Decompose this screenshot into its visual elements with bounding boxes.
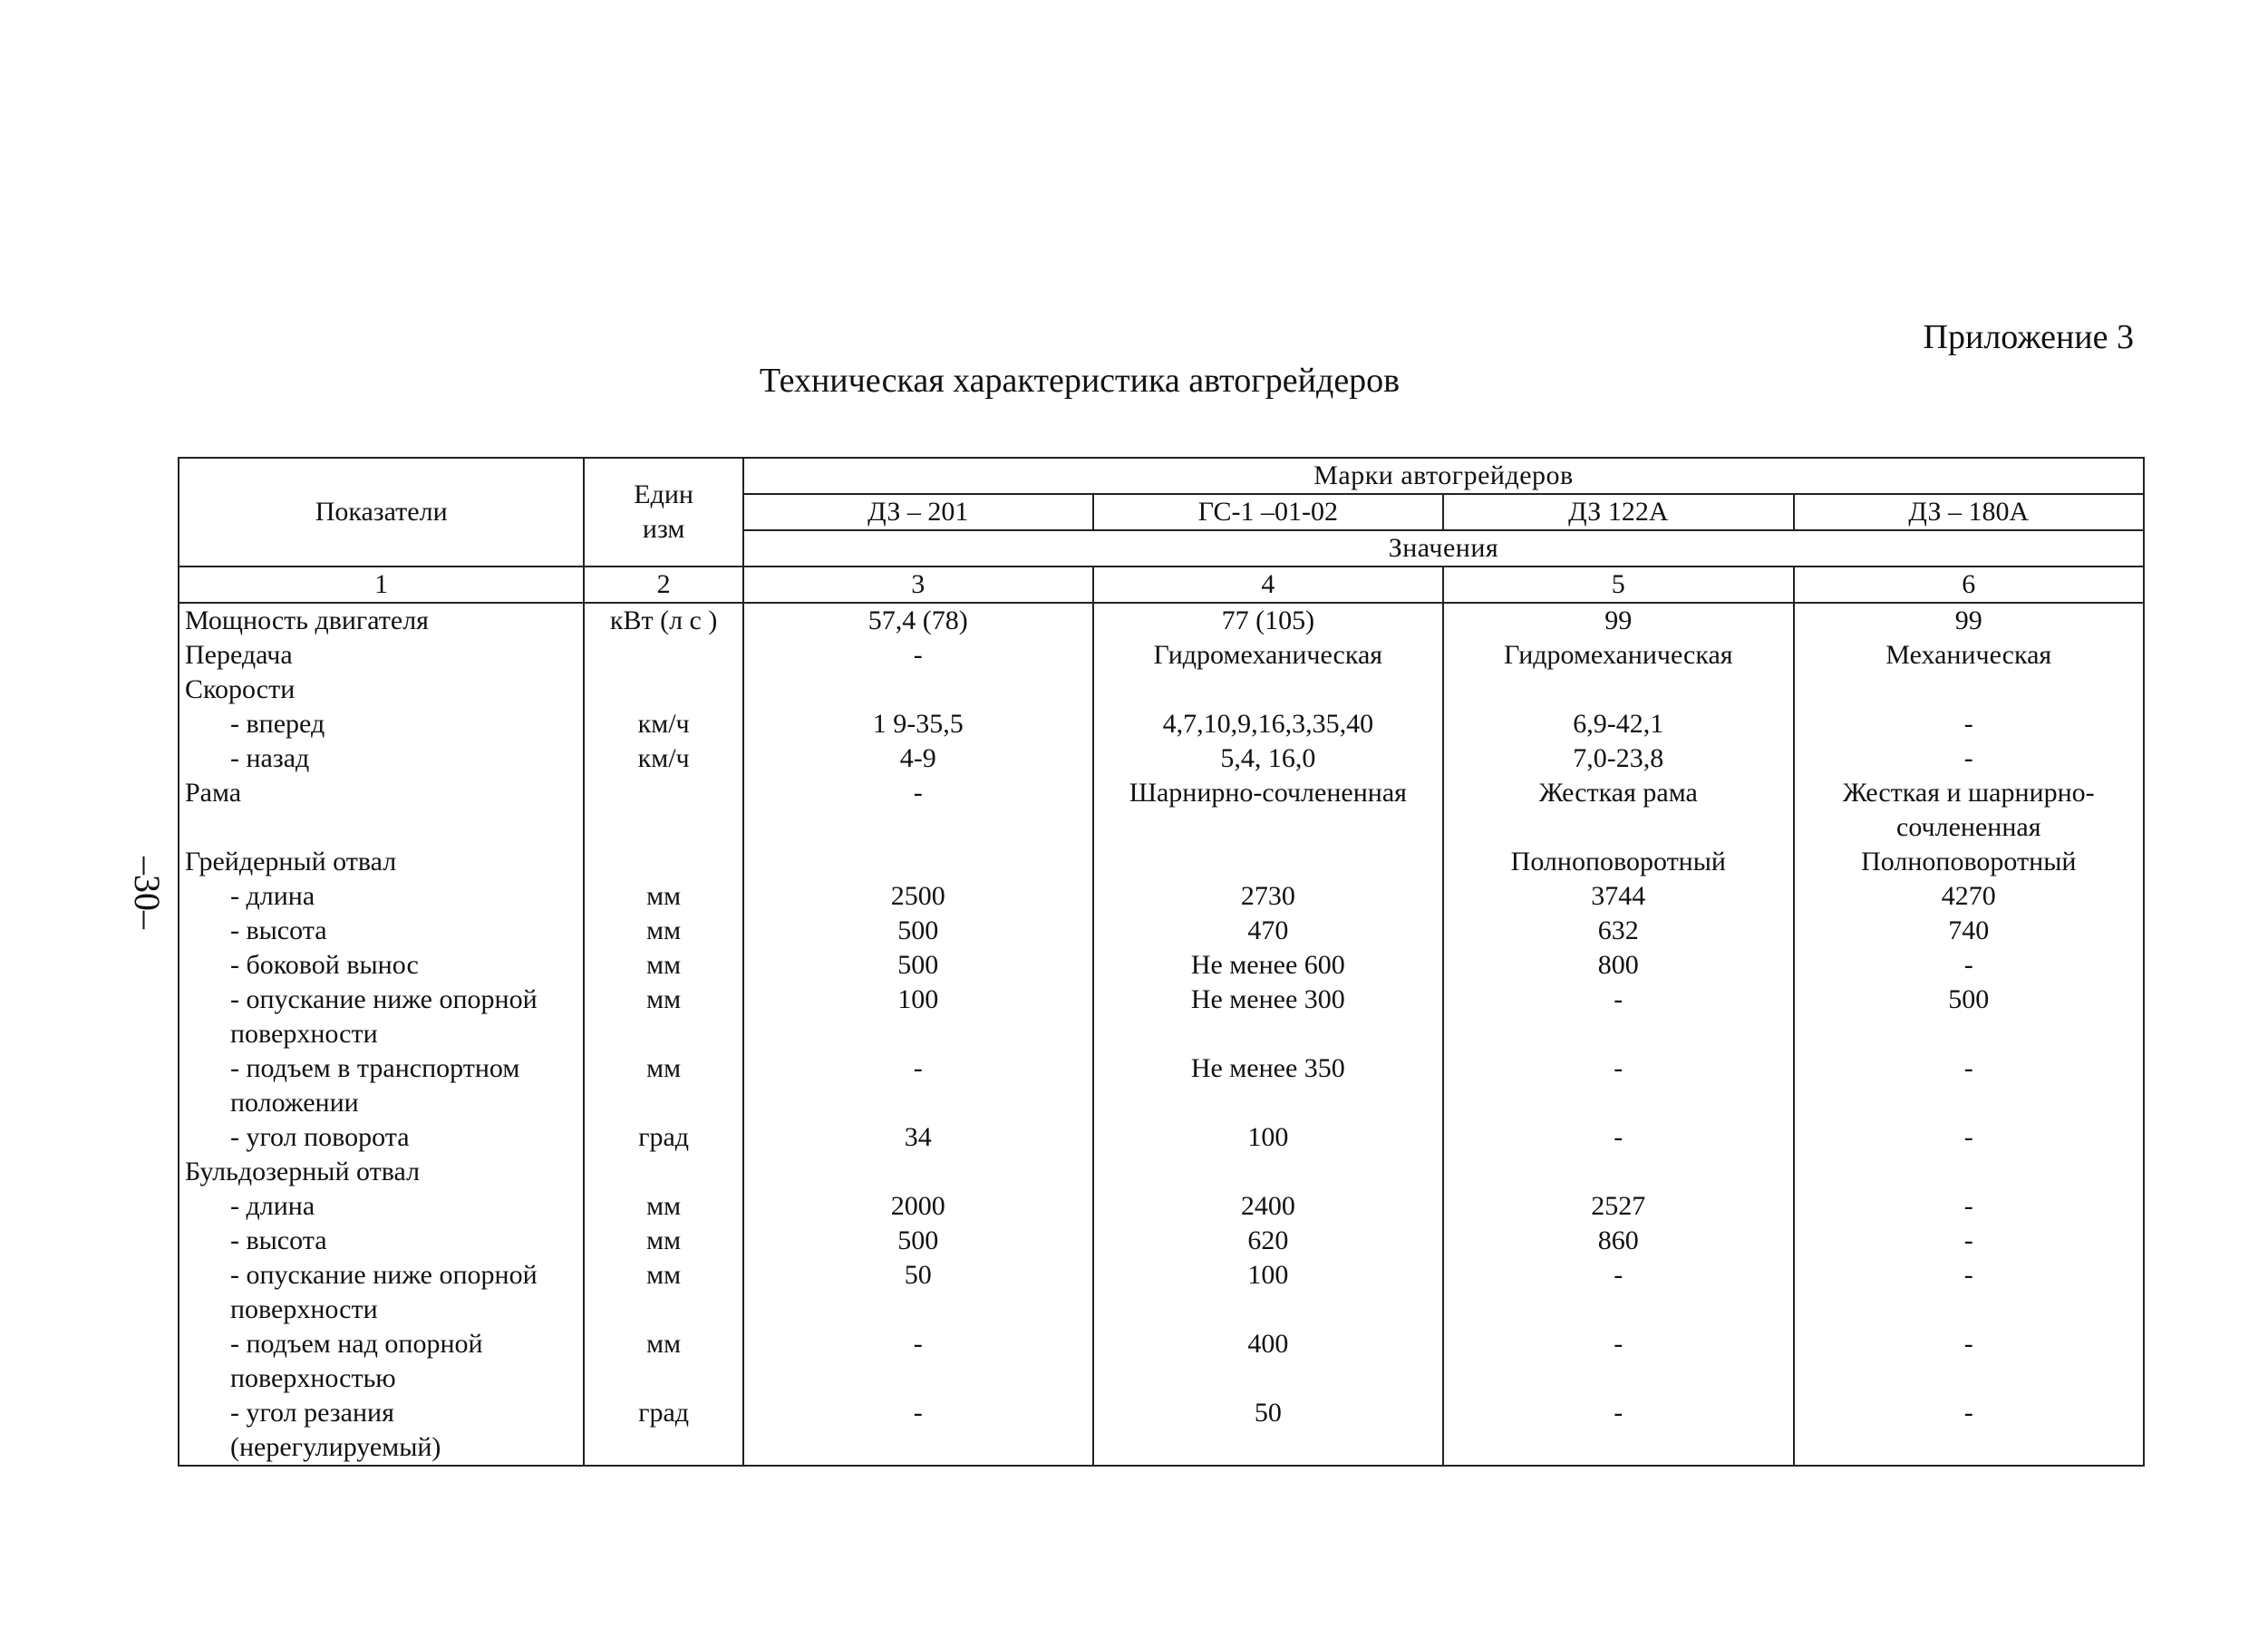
table-row xyxy=(179,1120,2144,1155)
row-indicator: - вперед xyxy=(179,707,584,741)
row-value xyxy=(1093,845,1443,879)
row-value: Не менее 300 xyxy=(1093,983,1443,1051)
row-unit: мм xyxy=(584,879,743,914)
table-row xyxy=(179,1327,2144,1396)
table-row xyxy=(179,914,2144,948)
row-unit: км/ч xyxy=(584,741,743,776)
row-value: Жесткая и шарнирно-сочлененная xyxy=(1794,776,2144,845)
row-unit: мм xyxy=(584,914,743,948)
document-title: Техническая характеристика автогрейдеров xyxy=(759,362,1401,400)
header-brand: ГС-1 –01-02 xyxy=(1093,494,1443,530)
row-value: 2527 xyxy=(1443,1189,1793,1224)
row-value: Механическая xyxy=(1794,638,2144,673)
row-unit: мм xyxy=(584,1051,743,1120)
header-brand: ДЗ – 180А xyxy=(1794,494,2144,530)
row-value xyxy=(1093,673,1443,707)
row-indicator: Грейдерный отвал xyxy=(179,845,584,879)
column-number: 2 xyxy=(584,567,743,603)
table-row xyxy=(179,1396,2144,1466)
table-row xyxy=(179,1189,2144,1224)
row-unit: мм xyxy=(584,948,743,983)
row-value: - xyxy=(743,1327,1093,1396)
header-unit-line2: изм xyxy=(642,514,685,544)
row-value: - xyxy=(1443,1051,1793,1120)
row-value: - xyxy=(743,638,1093,673)
row-value: 4270 xyxy=(1794,879,2144,914)
table-row xyxy=(179,707,2144,741)
table-body xyxy=(179,603,2144,1466)
row-value: - xyxy=(1794,1396,2144,1466)
row-value: - xyxy=(1443,983,1793,1051)
row-value: 2400 xyxy=(1093,1189,1443,1224)
row-value: 500 xyxy=(743,914,1093,948)
row-value: 1 9-35,5 xyxy=(743,707,1093,741)
header-brands-group: Марки автогрейдеров xyxy=(743,458,2144,494)
table-row xyxy=(179,638,2144,673)
row-value: Гидромеханическая xyxy=(1443,638,1793,673)
row-unit xyxy=(584,776,743,845)
row-value xyxy=(1443,673,1793,707)
row-value: - xyxy=(743,1051,1093,1120)
row-value: 57,4 (78) xyxy=(743,603,1093,638)
row-value xyxy=(1093,1155,1443,1189)
table-row xyxy=(179,776,2144,845)
row-value: 100 xyxy=(743,983,1093,1051)
row-value: 2500 xyxy=(743,879,1093,914)
row-value: 632 xyxy=(1443,914,1793,948)
row-value xyxy=(743,845,1093,879)
appendix-label: Приложение 3 xyxy=(1923,318,2134,356)
row-value: 34 xyxy=(743,1120,1093,1155)
row-value: - xyxy=(1794,741,2144,776)
row-unit: мм xyxy=(584,1189,743,1224)
row-value xyxy=(743,1155,1093,1189)
row-value: 400 xyxy=(1093,1327,1443,1396)
column-number: 5 xyxy=(1443,567,1793,603)
table-row xyxy=(179,1224,2144,1258)
row-indicator: - опускание ниже опорной поверхности xyxy=(179,1258,584,1327)
row-value: 620 xyxy=(1093,1224,1443,1258)
row-value: Не менее 350 xyxy=(1093,1051,1443,1120)
row-value: - xyxy=(1443,1396,1793,1466)
row-indicator: - опускание ниже опорной поверхности xyxy=(179,983,584,1051)
row-value xyxy=(743,673,1093,707)
row-indicator: - длина xyxy=(179,1189,584,1224)
row-unit xyxy=(584,1155,743,1189)
row-value: - xyxy=(1794,1258,2144,1327)
row-value: Шарнирно-сочлененная xyxy=(1093,776,1443,845)
row-value: Жесткая рама xyxy=(1443,776,1793,845)
row-value: 4,7,10,9,16,3,35,40 xyxy=(1093,707,1443,741)
row-unit: град xyxy=(584,1396,743,1466)
row-value: 4-9 xyxy=(743,741,1093,776)
row-value: - xyxy=(1794,707,2144,741)
row-value: 3744 xyxy=(1443,879,1793,914)
table-row xyxy=(179,1051,2144,1120)
row-indicator: Мощность двигателя xyxy=(179,603,584,638)
row-value: - xyxy=(1794,1051,2144,1120)
row-value: 6,9-42,1 xyxy=(1443,707,1793,741)
row-unit: мм xyxy=(584,1327,743,1396)
page-number: –30– xyxy=(127,857,169,929)
table-row xyxy=(179,1258,2144,1327)
row-value: 500 xyxy=(743,948,1093,983)
row-value: - xyxy=(1794,1189,2144,1224)
row-value: 500 xyxy=(1794,983,2144,1051)
row-value: 100 xyxy=(1093,1258,1443,1327)
row-value: Гидромеханическая xyxy=(1093,638,1443,673)
table-row xyxy=(179,741,2144,776)
table-row xyxy=(179,845,2144,879)
row-value: - xyxy=(1794,1120,2144,1155)
row-value: 100 xyxy=(1093,1120,1443,1155)
row-value: 50 xyxy=(743,1258,1093,1327)
header-unit xyxy=(584,458,743,567)
table-row xyxy=(179,603,2144,638)
column-number: 3 xyxy=(743,567,1093,603)
row-indicator: - подъем над опорной поверхностью xyxy=(179,1327,584,1396)
row-indicator: Скорости xyxy=(179,673,584,707)
header-unit-line1: Един xyxy=(634,479,693,509)
row-value: - xyxy=(743,776,1093,845)
row-indicator: Передача xyxy=(179,638,584,673)
row-unit xyxy=(584,673,743,707)
row-indicator: - высота xyxy=(179,1224,584,1258)
row-unit: мм xyxy=(584,983,743,1051)
row-value: 860 xyxy=(1443,1224,1793,1258)
row-value: 7,0-23,8 xyxy=(1443,741,1793,776)
row-value: 740 xyxy=(1794,914,2144,948)
row-unit: мм xyxy=(584,1224,743,1258)
row-indicator: - назад xyxy=(179,741,584,776)
row-value: 2000 xyxy=(743,1189,1093,1224)
row-value: 2730 xyxy=(1093,879,1443,914)
row-indicator: - высота xyxy=(179,914,584,948)
row-value xyxy=(1794,673,2144,707)
row-value: - xyxy=(1443,1258,1793,1327)
row-value: 99 xyxy=(1443,603,1793,638)
row-unit xyxy=(584,845,743,879)
spec-table xyxy=(178,457,2145,1467)
table-row xyxy=(179,879,2144,914)
row-value: - xyxy=(1794,1224,2144,1258)
row-indicator: - угол поворота xyxy=(179,1120,584,1155)
row-value xyxy=(1443,1155,1793,1189)
header-brand: ДЗ 122А xyxy=(1443,494,1793,530)
row-value: 50 xyxy=(1093,1396,1443,1466)
table-row xyxy=(179,673,2144,707)
row-indicator: - угол резания (нерегулируемый) xyxy=(179,1396,584,1466)
row-indicator: Бульдозерный отвал xyxy=(179,1155,584,1189)
row-value: Полноповоротный xyxy=(1443,845,1793,879)
row-unit: мм xyxy=(584,1258,743,1327)
header-indicators: Показатели xyxy=(179,458,584,567)
row-value: 800 xyxy=(1443,948,1793,983)
row-value: 500 xyxy=(743,1224,1093,1258)
row-indicator: - боковой вынос xyxy=(179,948,584,983)
header-values-label: Значения xyxy=(743,530,2144,567)
row-value: - xyxy=(743,1396,1093,1466)
row-indicator: Рама xyxy=(179,776,584,845)
row-value: - xyxy=(1443,1120,1793,1155)
column-number: 1 xyxy=(179,567,584,603)
row-value xyxy=(1794,1155,2144,1189)
row-indicator: - подъем в транспортном положении xyxy=(179,1051,584,1120)
row-value: 77 (105) xyxy=(1093,603,1443,638)
row-value: 470 xyxy=(1093,914,1443,948)
row-unit: кВт (л с ) xyxy=(584,603,743,638)
row-value: - xyxy=(1443,1327,1793,1396)
table-row xyxy=(179,983,2144,1051)
row-value: 99 xyxy=(1794,603,2144,638)
row-unit xyxy=(584,638,743,673)
row-unit: град xyxy=(584,1120,743,1155)
row-value: Полноповоротный xyxy=(1794,845,2144,879)
row-value: - xyxy=(1794,1327,2144,1396)
row-value: 5,4, 16,0 xyxy=(1093,741,1443,776)
table-row xyxy=(179,1155,2144,1189)
row-value: Не менее 600 xyxy=(1093,948,1443,983)
row-unit: км/ч xyxy=(584,707,743,741)
table-header xyxy=(179,458,2144,603)
header-brand: ДЗ – 201 xyxy=(743,494,1093,530)
table-row xyxy=(179,948,2144,983)
column-number: 4 xyxy=(1093,567,1443,603)
column-number: 6 xyxy=(1794,567,2144,603)
row-indicator: - длина xyxy=(179,879,584,914)
row-value: - xyxy=(1794,948,2144,983)
